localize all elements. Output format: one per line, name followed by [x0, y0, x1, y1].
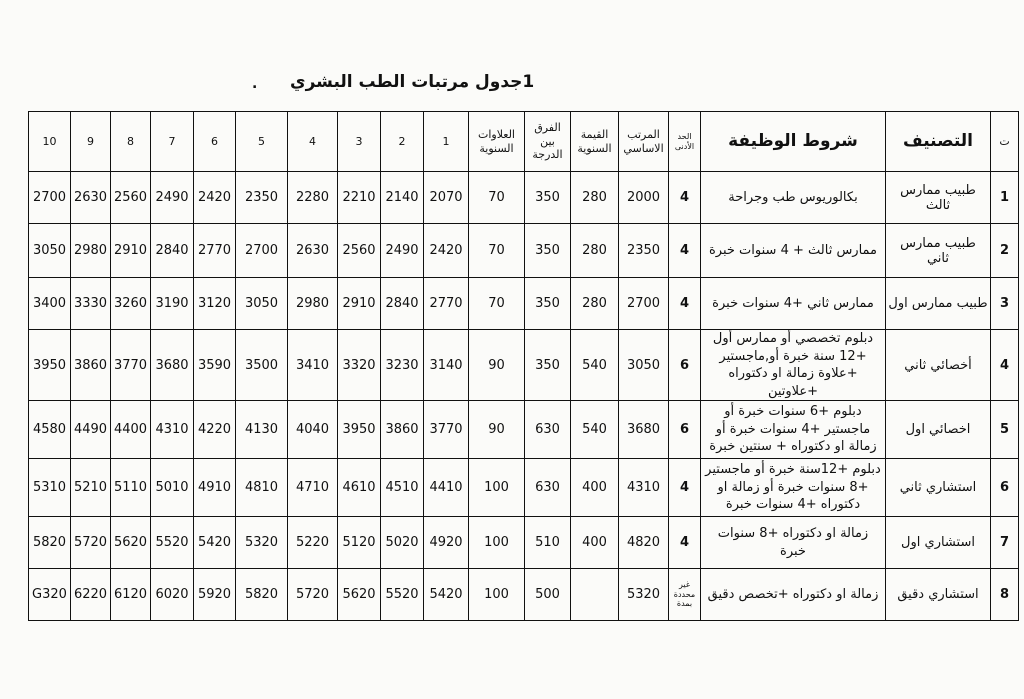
row-step-value: 2770 — [424, 278, 469, 330]
row-seq: 3 — [991, 278, 1019, 330]
row-conditions: دبلوم تخصصي أو ممارس أول +12 سنة خبرة أو,ماجستير +علاوة زمالة او دكتوراه +علاوتين — [701, 330, 886, 401]
row-step-value: 2350 — [236, 172, 288, 224]
row-conditions: زمالة او دكتوراه +تخصص دقيق — [701, 569, 886, 621]
row-step-value: 5210 — [71, 459, 111, 517]
row-step-value: 3140 — [424, 330, 469, 401]
row-seq: 6 — [991, 459, 1019, 517]
table-row — [29, 517, 1019, 569]
row-step-value: 4410 — [424, 459, 469, 517]
row-step-value: 2070 — [424, 172, 469, 224]
row-step-value: 4220 — [194, 401, 236, 459]
row-step-value: 2910 — [338, 278, 381, 330]
row-step-value: 5310 — [29, 459, 71, 517]
row-step-value: 5520 — [381, 569, 424, 621]
row-min-grade: 4 — [669, 172, 701, 224]
row-step-value: 2140 — [381, 172, 424, 224]
row-annual-raises: 100 — [469, 459, 525, 517]
row-step-value: 5020 — [381, 517, 424, 569]
row-step-value: 5820 — [29, 517, 71, 569]
row-base-salary: 2700 — [619, 278, 669, 330]
row-step-value: 3860 — [71, 330, 111, 401]
row-step-value: 3190 — [151, 278, 194, 330]
table-row — [29, 172, 1019, 224]
row-annual-raises: 70 — [469, 278, 525, 330]
row-base-salary: 5320 — [619, 569, 669, 621]
row-base-salary: 2000 — [619, 172, 669, 224]
row-step-value: 3050 — [29, 224, 71, 278]
row-annual-raises: 100 — [469, 517, 525, 569]
row-step-value: 2630 — [71, 172, 111, 224]
row-seq: 4 — [991, 330, 1019, 401]
header-seq: ت — [991, 112, 1019, 172]
row-annual-raises: 90 — [469, 401, 525, 459]
row-step-value: 2630 — [288, 224, 338, 278]
row-step-value: 3500 — [236, 330, 288, 401]
row-step-value: 4310 — [151, 401, 194, 459]
row-step-value: 2560 — [111, 172, 151, 224]
row-step-value: 5420 — [424, 569, 469, 621]
row-step-value: 3680 — [151, 330, 194, 401]
row-grade-diff: 630 — [525, 401, 571, 459]
row-grade-diff: 510 — [525, 517, 571, 569]
row-step-value: 2420 — [424, 224, 469, 278]
row-step-value: 3410 — [288, 330, 338, 401]
row-conditions: ممارس ثالث + 4 سنوات خبرة — [701, 224, 886, 278]
header-step: 9 — [71, 112, 111, 172]
row-step-value: G320 — [29, 569, 71, 621]
header-row — [29, 112, 1019, 172]
row-min-grade: 4 — [669, 459, 701, 517]
table-row — [29, 278, 1019, 330]
row-annual-raises: 70 — [469, 172, 525, 224]
row-seq: 2 — [991, 224, 1019, 278]
row-annual-value: 280 — [571, 278, 619, 330]
row-classification: طبيب ممارس ثاني — [886, 224, 991, 278]
table-row — [29, 224, 1019, 278]
header-conditions: شروط الوظيفة — [701, 112, 886, 172]
row-seq: 7 — [991, 517, 1019, 569]
row-step-value: 2490 — [381, 224, 424, 278]
row-step-value: 5920 — [194, 569, 236, 621]
table-row — [29, 569, 1019, 621]
row-step-value: 2560 — [338, 224, 381, 278]
row-classification: استشاري دقيق — [886, 569, 991, 621]
row-step-value: 3330 — [71, 278, 111, 330]
row-step-value: 3770 — [111, 330, 151, 401]
row-min-grade: 4 — [669, 224, 701, 278]
row-annual-value: 400 — [571, 459, 619, 517]
header-step: 3 — [338, 112, 381, 172]
row-step-value: 4910 — [194, 459, 236, 517]
row-classification: اخصائي اول — [886, 401, 991, 459]
row-step-value: 5820 — [236, 569, 288, 621]
row-step-value: 4490 — [71, 401, 111, 459]
header-step: 8 — [111, 112, 151, 172]
row-step-value: 5620 — [338, 569, 381, 621]
row-step-value: 3050 — [236, 278, 288, 330]
table-row — [29, 330, 1019, 401]
table-row — [29, 459, 1019, 517]
row-conditions: دبلوم +6 سنوات خبرة أو ماجستير +4 سنوات خبرة أو زمالة او دكتوراه + سنتين خبرة — [701, 401, 886, 459]
row-grade-diff: 350 — [525, 330, 571, 401]
row-step-value: 2770 — [194, 224, 236, 278]
row-step-value: 4710 — [288, 459, 338, 517]
row-step-value: 5720 — [288, 569, 338, 621]
row-step-value: 5220 — [288, 517, 338, 569]
row-step-value: 2980 — [288, 278, 338, 330]
row-classification: أخصائي ثاني — [886, 330, 991, 401]
row-step-value: 3260 — [111, 278, 151, 330]
header-step: 1 — [424, 112, 469, 172]
row-step-value: 4040 — [288, 401, 338, 459]
row-step-value: 5720 — [71, 517, 111, 569]
row-grade-diff: 350 — [525, 172, 571, 224]
row-classification: استشاري اول — [886, 517, 991, 569]
row-min-grade: 6 — [669, 401, 701, 459]
header-step: 2 — [381, 112, 424, 172]
row-conditions: ممارس ثاني +4 سنوات خبرة — [701, 278, 886, 330]
row-annual-value — [571, 569, 619, 621]
row-min-grade: 4 — [669, 517, 701, 569]
row-step-value: 3950 — [29, 330, 71, 401]
header-min-grade: الحد الأدنى — [669, 112, 701, 172]
row-step-value: 3950 — [338, 401, 381, 459]
row-step-value: 6120 — [111, 569, 151, 621]
row-step-value: 6020 — [151, 569, 194, 621]
row-annual-value: 540 — [571, 330, 619, 401]
row-step-value: 2420 — [194, 172, 236, 224]
row-annual-raises: 100 — [469, 569, 525, 621]
row-annual-value: 280 — [571, 172, 619, 224]
page-title: 1جدول مرتبات الطب البشري — [290, 72, 535, 92]
row-step-value: 4810 — [236, 459, 288, 517]
row-step-value: 2700 — [236, 224, 288, 278]
row-step-value: 4920 — [424, 517, 469, 569]
row-step-value: 6220 — [71, 569, 111, 621]
row-step-value: 3770 — [424, 401, 469, 459]
row-conditions: دبلوم +12سنة خبرة أو ماجستير +8 سنوات خبرة أو زمالة او دكتوراه +4 سنوات خبرة — [701, 459, 886, 517]
row-grade-diff: 350 — [525, 278, 571, 330]
row-step-value: 3400 — [29, 278, 71, 330]
row-step-value: 2490 — [151, 172, 194, 224]
row-step-value: 4510 — [381, 459, 424, 517]
row-min-grade: 6 — [669, 330, 701, 401]
row-step-value: 4130 — [236, 401, 288, 459]
row-step-value: 2840 — [381, 278, 424, 330]
row-base-salary: 3050 — [619, 330, 669, 401]
header-classification: التصنيف — [886, 112, 991, 172]
header-step: 10 — [29, 112, 71, 172]
row-grade-diff: 630 — [525, 459, 571, 517]
row-step-value: 5110 — [111, 459, 151, 517]
header-step: 7 — [151, 112, 194, 172]
row-step-value: 3860 — [381, 401, 424, 459]
row-base-salary: 2350 — [619, 224, 669, 278]
row-step-value: 5010 — [151, 459, 194, 517]
row-classification: استشاري ثاني — [886, 459, 991, 517]
row-step-value: 5520 — [151, 517, 194, 569]
row-step-value: 2210 — [338, 172, 381, 224]
row-grade-diff: 500 — [525, 569, 571, 621]
row-step-value: 3320 — [338, 330, 381, 401]
row-min-grade: 4 — [669, 278, 701, 330]
row-base-salary: 4310 — [619, 459, 669, 517]
row-conditions: بكالوريوس طب وجراحة — [701, 172, 886, 224]
header-step: 5 — [236, 112, 288, 172]
row-base-salary: 3680 — [619, 401, 669, 459]
header-annual-value: القيمة السنوية — [571, 112, 619, 172]
row-step-value: 5320 — [236, 517, 288, 569]
row-step-value: 2700 — [29, 172, 71, 224]
table-row — [29, 401, 1019, 459]
row-step-value: 5420 — [194, 517, 236, 569]
row-grade-diff: 350 — [525, 224, 571, 278]
row-annual-raises: 90 — [469, 330, 525, 401]
row-seq: 8 — [991, 569, 1019, 621]
row-annual-value: 280 — [571, 224, 619, 278]
row-step-value: 5120 — [338, 517, 381, 569]
row-seq: 5 — [991, 401, 1019, 459]
row-step-value: 2840 — [151, 224, 194, 278]
row-min-grade: غير محددة بمدة — [669, 569, 701, 621]
header-step: 4 — [288, 112, 338, 172]
title-dot: . — [252, 76, 258, 92]
row-conditions: زمالة او دكتوراه +8 سنوات خبرة — [701, 517, 886, 569]
salary-table — [28, 111, 1019, 621]
row-classification: طبيب ممارس ثالث — [886, 172, 991, 224]
row-step-value: 3590 — [194, 330, 236, 401]
row-step-value: 4580 — [29, 401, 71, 459]
header-step: 6 — [194, 112, 236, 172]
header-annual-raises: العلاوات السنوية — [469, 112, 525, 172]
row-step-value: 4610 — [338, 459, 381, 517]
row-seq: 1 — [991, 172, 1019, 224]
row-annual-value: 540 — [571, 401, 619, 459]
row-step-value: 2280 — [288, 172, 338, 224]
row-step-value: 4400 — [111, 401, 151, 459]
row-step-value: 3120 — [194, 278, 236, 330]
row-step-value: 2980 — [71, 224, 111, 278]
row-classification: طبيب ممارس اول — [886, 278, 991, 330]
row-annual-value: 400 — [571, 517, 619, 569]
row-step-value: 2910 — [111, 224, 151, 278]
row-step-value: 3230 — [381, 330, 424, 401]
row-annual-raises: 70 — [469, 224, 525, 278]
header-grade-diff: الفرق بين الدرجة — [525, 112, 571, 172]
row-step-value: 5620 — [111, 517, 151, 569]
header-base-salary: المرتب الاساسي — [619, 112, 669, 172]
row-base-salary: 4820 — [619, 517, 669, 569]
